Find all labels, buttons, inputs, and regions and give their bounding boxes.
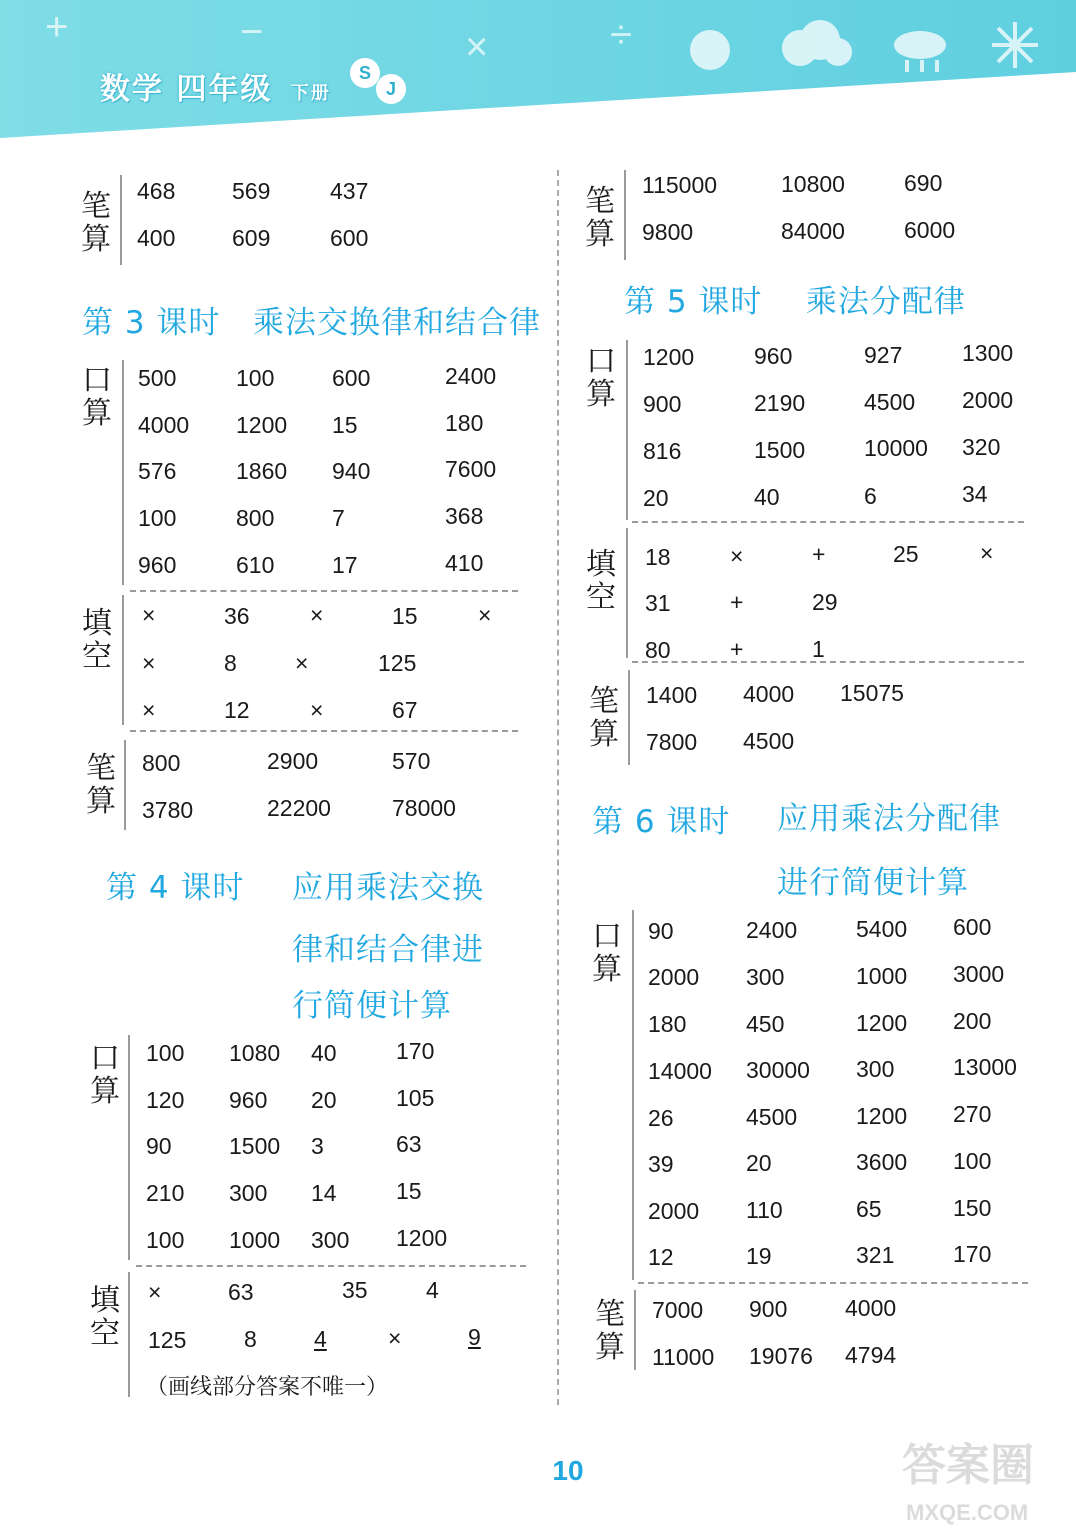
page-number: 10 xyxy=(552,1455,584,1486)
answer-cell: 19 xyxy=(746,1243,772,1269)
answer-cell: × xyxy=(310,697,324,723)
answer-cell: 22200 xyxy=(267,795,331,821)
section-label: 填空 xyxy=(90,1283,120,1351)
answer-cell: 40 xyxy=(311,1040,337,1066)
watermark-site: MXQE.COM xyxy=(906,1500,1029,1525)
lesson-5-heading xyxy=(624,276,966,321)
answer-cell: 25 xyxy=(893,541,919,567)
subject: 数学 xyxy=(100,72,164,107)
answer-cell: 900 xyxy=(643,391,682,417)
column-divider xyxy=(557,170,559,1405)
section-label: 口算 xyxy=(90,1041,120,1109)
lesson-6-number: 第 6 课时 xyxy=(592,804,731,840)
answer-cell: 10800 xyxy=(781,171,845,197)
section-divider xyxy=(130,730,518,732)
answer-cell: 940 xyxy=(332,458,371,484)
section-label: 笔算 xyxy=(595,1297,625,1365)
answer-cell: 20 xyxy=(746,1150,772,1176)
answer-cell: 1200 xyxy=(236,412,288,438)
answer-cell: 610 xyxy=(236,552,275,578)
lesson-topic: 乘法分配律 xyxy=(805,284,966,320)
answer-cell: 100 xyxy=(146,1040,185,1066)
answer-cell: 1200 xyxy=(856,1103,908,1129)
answer-cell: 12 xyxy=(648,1244,674,1270)
answer-cell-underlined: 4 xyxy=(314,1326,327,1352)
answer-cell: 20 xyxy=(311,1087,337,1113)
answer-cell: 150 xyxy=(953,1195,992,1221)
answer-cell: 20 xyxy=(643,485,669,511)
answer-cell: 1080 xyxy=(229,1040,281,1066)
book-title xyxy=(100,64,331,108)
lesson-number: 第 3 课时 xyxy=(82,305,221,341)
answer-cell: 63 xyxy=(228,1279,254,1305)
answer-cell: × xyxy=(142,650,156,676)
answer-cell: 6 xyxy=(864,483,877,509)
volume: 下册 xyxy=(290,83,331,104)
section-divider xyxy=(632,521,1024,523)
answer-cell: 300 xyxy=(746,964,785,990)
answer-cell: × xyxy=(310,602,324,628)
section-bar xyxy=(122,360,124,585)
answer-cell: 15 xyxy=(392,603,418,629)
answer-cell: 31 xyxy=(645,590,671,616)
answer-cell: 84000 xyxy=(781,218,845,244)
answer-cell: 3780 xyxy=(142,797,194,823)
answer-cell: × xyxy=(142,697,156,723)
answer-cell: 80 xyxy=(645,637,671,663)
answer-cell: 180 xyxy=(648,1011,687,1037)
section-divider xyxy=(136,1265,526,1267)
answer-cell: 180 xyxy=(445,410,484,436)
answer-cell: 30000 xyxy=(746,1057,810,1083)
answer-cell: 500 xyxy=(138,365,177,391)
answer-cell: 13000 xyxy=(953,1054,1017,1080)
answer-cell: 65 xyxy=(856,1196,882,1222)
answer-cell: 300 xyxy=(229,1180,268,1206)
answer-cell: 960 xyxy=(138,552,177,578)
answer-cell: 4000 xyxy=(138,412,190,438)
answer-cell: 90 xyxy=(648,918,674,944)
lesson-4-topic-line-3: 行简便计算 xyxy=(292,988,452,1024)
header-banner xyxy=(0,0,1076,140)
answer-cell: 4500 xyxy=(864,389,916,415)
answer-cell: 2000 xyxy=(962,387,1014,413)
answer-cell: × xyxy=(388,1325,402,1351)
answer-cell: 15075 xyxy=(840,680,904,706)
answer-cell: 2400 xyxy=(746,917,798,943)
answer-cell: 7 xyxy=(332,505,345,531)
answer-cell: 3 xyxy=(311,1133,324,1159)
answer-cell: 12 xyxy=(224,697,250,723)
answer-cell: 450 xyxy=(746,1011,785,1037)
answer-cell: 1000 xyxy=(856,963,908,989)
answer-cell: 67 xyxy=(392,697,418,723)
answer-cell: 609 xyxy=(232,225,271,251)
answer-cell: 3600 xyxy=(856,1149,908,1175)
answer-cell: 120 xyxy=(146,1087,185,1113)
section-bar xyxy=(634,1290,636,1370)
edition-badge-j: J xyxy=(376,74,406,104)
times-symbol: × xyxy=(465,25,489,69)
answer-cell: 270 xyxy=(953,1101,992,1127)
answer-cell: × xyxy=(980,540,994,566)
answer-cell: 7600 xyxy=(445,456,497,482)
answer-cell: + xyxy=(730,589,744,615)
answer-cell: 14 xyxy=(311,1180,337,1206)
answer-cell: × xyxy=(295,650,309,676)
answer-cell: 78000 xyxy=(392,795,456,821)
grade: 四年级 xyxy=(176,72,273,107)
answer-cell: 17 xyxy=(332,552,358,578)
answer-cell: 15 xyxy=(332,412,358,438)
answer-cell: 960 xyxy=(754,343,793,369)
answer-cell: 36 xyxy=(224,603,250,629)
answer-cell: 321 xyxy=(856,1242,895,1268)
watermark-text: 答案圈 xyxy=(902,1440,1034,1491)
lesson-4-number: 第 4 课时 xyxy=(106,870,245,906)
answer-cell: 210 xyxy=(146,1180,185,1206)
answer-cell: 600 xyxy=(332,365,371,391)
section-label: 口算 xyxy=(592,919,622,987)
section-label: 笔算 xyxy=(589,684,619,752)
answer-cell: 816 xyxy=(643,438,682,464)
answer-cell: 11000 xyxy=(652,1344,715,1370)
section-bar xyxy=(122,595,124,725)
answer-cell: × xyxy=(148,1279,162,1305)
answer-cell: 600 xyxy=(953,914,992,940)
answer-cell: 100 xyxy=(953,1148,992,1174)
edition-badge-s: S xyxy=(350,58,380,88)
answer-cell: 4794 xyxy=(845,1342,897,1368)
answer-cell: 576 xyxy=(138,458,177,484)
divide-symbol: ÷ xyxy=(610,13,632,57)
lesson-number: 第 5 课时 xyxy=(624,284,763,320)
answer-cell: 90 xyxy=(146,1133,172,1159)
answer-cell: 2000 xyxy=(648,1198,700,1224)
answer-cell: 468 xyxy=(137,178,176,204)
answer-cell: 300 xyxy=(856,1056,895,1082)
section-bar xyxy=(626,340,628,520)
answer-cell: 570 xyxy=(392,748,431,774)
section-label: 笔算 xyxy=(585,184,615,252)
lesson-6-topic-line-2: 进行简便计算 xyxy=(777,865,969,901)
section-divider xyxy=(130,590,518,592)
answer-cell: 100 xyxy=(146,1227,185,1253)
answer-cell: 900 xyxy=(749,1296,788,1322)
answer-cell: 7800 xyxy=(646,729,698,755)
lesson-3-heading xyxy=(82,297,541,342)
section-label: 填空 xyxy=(82,606,112,674)
answer-cell: 569 xyxy=(232,178,271,204)
lesson-topic: 乘法交换律和结合律 xyxy=(253,305,541,341)
answer-cell: 4000 xyxy=(743,681,795,707)
answer-cell: 600 xyxy=(330,225,369,251)
answer-cell: 927 xyxy=(864,342,903,368)
minus-symbol: − xyxy=(240,10,264,54)
answer-cell: 4500 xyxy=(746,1104,798,1130)
answer-cell: 40 xyxy=(754,484,780,510)
answer-cell: 1200 xyxy=(856,1010,908,1036)
section-bar xyxy=(128,1272,130,1397)
answer-cell: 8 xyxy=(244,1326,257,1352)
sun-icon xyxy=(690,30,730,70)
section-divider xyxy=(632,661,1024,663)
answer-cell-underlined: 9 xyxy=(468,1324,481,1350)
answer-cell: 1 xyxy=(812,636,825,662)
lesson-4-topic-line-2: 律和结合律进 xyxy=(292,932,484,968)
answer-cell: × xyxy=(730,543,744,569)
answer-cell: 1500 xyxy=(229,1133,281,1159)
answer-cell: 63 xyxy=(396,1131,422,1157)
answer-cell: 6000 xyxy=(904,217,956,243)
answer-cell: 690 xyxy=(904,170,943,196)
answer-cell: 1400 xyxy=(646,682,698,708)
answer-cell: 2400 xyxy=(445,363,497,389)
plus-symbol: + xyxy=(45,5,69,49)
answer-cell: 1860 xyxy=(236,458,288,484)
section-bar xyxy=(120,175,122,265)
answer-cell: 4 xyxy=(426,1277,439,1303)
answer-cell: 18 xyxy=(645,544,671,570)
answer-cell: 4000 xyxy=(845,1295,897,1321)
answer-cell: 100 xyxy=(138,505,177,531)
section-divider xyxy=(638,1282,1028,1284)
answer-cell: 1300 xyxy=(962,340,1014,366)
answer-cell: 300 xyxy=(311,1227,350,1253)
answer-cell: + xyxy=(730,636,744,662)
answer-cell: 2000 xyxy=(648,964,700,990)
answer-cell: 410 xyxy=(445,550,484,576)
answer-cell: + xyxy=(812,541,826,567)
answer-cell: 2190 xyxy=(754,390,806,416)
answer-cell: 100 xyxy=(236,365,275,391)
answer-cell: 39 xyxy=(648,1151,674,1177)
section-label: 笔算 xyxy=(81,189,111,257)
answer-cell: 1200 xyxy=(643,344,695,370)
answer-cell: 437 xyxy=(330,178,369,204)
answer-cell: 8 xyxy=(224,650,237,676)
answer-cell: 1200 xyxy=(396,1225,448,1251)
answer-cell: 125 xyxy=(378,650,417,676)
answer-cell: 320 xyxy=(962,434,1001,460)
answer-cell: 800 xyxy=(236,505,275,531)
section-bar xyxy=(626,528,628,658)
answer-cell: 115000 xyxy=(642,172,718,198)
answer-cell: 2900 xyxy=(267,748,319,774)
section-bar xyxy=(628,670,630,765)
answer-cell: 368 xyxy=(445,503,484,529)
answer-cell: 200 xyxy=(953,1008,992,1034)
answer-cell: 9800 xyxy=(642,219,694,245)
answer-cell: 35 xyxy=(342,1277,368,1303)
section-label: 填空 xyxy=(586,547,616,615)
section-label: 口算 xyxy=(586,344,616,412)
lesson-6-topic-line-1: 应用乘法分配律 xyxy=(777,801,1001,837)
answer-cell: 1000 xyxy=(229,1227,281,1253)
answer-cell: 19076 xyxy=(749,1343,813,1369)
answer-cell: 34 xyxy=(962,481,988,507)
answer-note: （画线部分答案不唯一） xyxy=(146,1375,389,1400)
answer-cell: 125 xyxy=(148,1327,187,1353)
answer-cell: 29 xyxy=(812,589,838,615)
answer-cell: 170 xyxy=(396,1038,435,1064)
answer-cell: × xyxy=(142,602,156,628)
answer-cell: 15 xyxy=(396,1178,422,1204)
answer-cell: 170 xyxy=(953,1241,992,1267)
answer-cell: 960 xyxy=(229,1087,268,1113)
section-label: 口算 xyxy=(82,363,112,431)
answer-cell: 3000 xyxy=(953,961,1005,987)
section-bar xyxy=(632,910,634,1280)
section-bar xyxy=(124,740,126,830)
answer-cell: 4500 xyxy=(743,728,795,754)
answer-cell: 10000 xyxy=(864,435,928,461)
lesson-4-topic-line-1: 应用乘法交换 xyxy=(292,870,484,906)
watermark-logo xyxy=(900,1420,1070,1530)
answer-cell: × xyxy=(478,602,492,628)
answer-cell: 7000 xyxy=(652,1297,704,1323)
answer-cell: 1500 xyxy=(754,437,806,463)
answer-cell: 105 xyxy=(396,1085,435,1111)
answer-cell: 5400 xyxy=(856,916,908,942)
answer-cell: 110 xyxy=(746,1197,783,1223)
snowflake-icon xyxy=(992,22,1038,68)
answer-cell: 800 xyxy=(142,750,181,776)
answer-cell: 14000 xyxy=(648,1058,712,1084)
section-label: 笔算 xyxy=(86,751,116,819)
answer-cell: 26 xyxy=(648,1105,674,1131)
answer-cell: 400 xyxy=(137,225,176,251)
section-bar xyxy=(128,1035,130,1260)
section-bar xyxy=(624,170,626,260)
